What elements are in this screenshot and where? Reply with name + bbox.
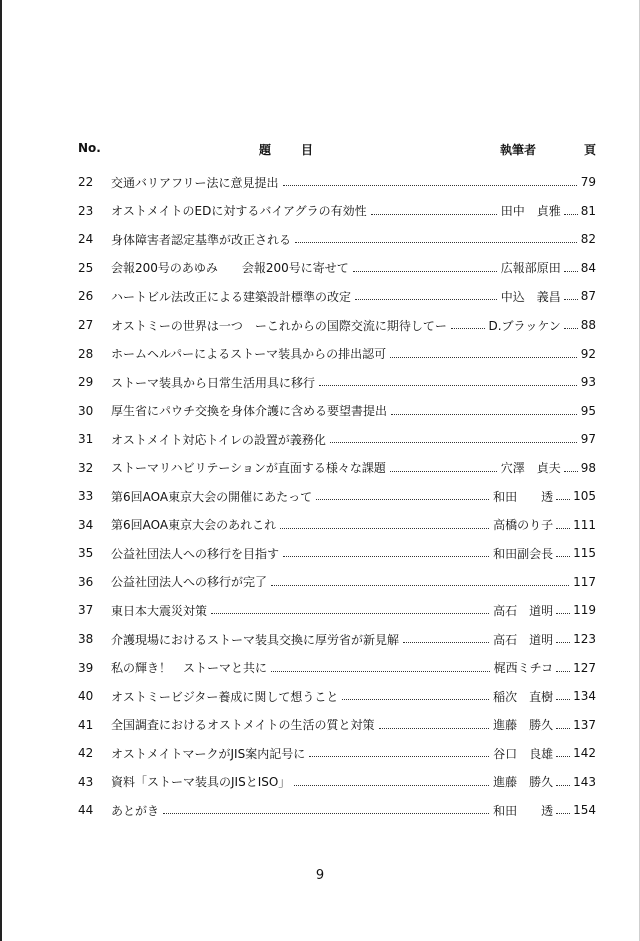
entry-page: 105 [573, 489, 596, 504]
toc-entry [78, 539, 596, 568]
entry-title: 全国調査におけるオストメイトの生活の質と対策 [111, 718, 375, 733]
entry-number: 32 [78, 460, 94, 475]
dot-leader [271, 670, 490, 672]
entry-page: 88 [580, 318, 596, 332]
entry-page: 119 [573, 603, 596, 618]
entry-page: 92 [580, 346, 596, 361]
dot-leader [451, 327, 485, 329]
entry-number: 27 [78, 318, 94, 332]
toc-entry [78, 796, 596, 825]
entry-number: 30 [78, 403, 94, 418]
toc-entry [78, 368, 596, 397]
entry-author: 高橋のり子 [493, 518, 554, 533]
entry-number: 22 [78, 175, 94, 190]
entry-title: ホームヘルパーによるストーマ装具からの排出認可 [111, 347, 387, 362]
entry-page: 143 [573, 774, 596, 789]
page-left-edge [0, 0, 2, 941]
dot-leader [556, 641, 570, 643]
dot-leader [556, 498, 570, 500]
entry-number: 44 [78, 803, 94, 818]
entry-page: 115 [573, 546, 596, 561]
header-no: No. [78, 141, 101, 155]
entry-number: 31 [78, 432, 94, 447]
dot-leader [556, 555, 570, 557]
dot-leader [556, 727, 570, 729]
entry-title: ストーマ装具から日常生活用具に移行 [111, 375, 316, 390]
entry-title: ストーマリハビリテーションが直面する様々な課題 [111, 461, 386, 476]
toc-entry [78, 568, 596, 597]
entry-title: あとがき [111, 803, 160, 818]
entry-page: 84 [580, 260, 596, 275]
toc-entry [78, 254, 596, 283]
entry-title: ハートビル法改正による建築設計標準の改定 [111, 289, 352, 304]
toc-entry [78, 453, 596, 482]
entry-page: 93 [580, 375, 596, 390]
dot-leader [379, 727, 490, 729]
dot-leader [342, 698, 489, 700]
entry-number: 37 [78, 603, 94, 618]
dot-leader [294, 784, 489, 786]
header-title: 題目 [259, 143, 344, 157]
entry-page: 123 [573, 632, 596, 647]
toc-entry [78, 511, 596, 540]
toc-entry [78, 197, 596, 226]
dot-leader [564, 470, 578, 472]
entry-title: 公益社団法人への移行を目指す [111, 546, 280, 561]
entry-title: 身体障害者認定基準が改正される [111, 232, 292, 247]
entry-author: 高石 道明 [493, 603, 554, 618]
entry-number: 23 [78, 203, 94, 218]
entry-number: 29 [78, 375, 94, 390]
dot-leader [295, 241, 577, 243]
entry-page: 134 [573, 689, 596, 704]
dot-leader [564, 270, 578, 272]
toc-entry [78, 710, 596, 739]
entry-page: 127 [573, 660, 596, 675]
entry-author: 進藤 勝久 [493, 718, 554, 733]
entry-title: 私の輝き！ ストーマと共に [111, 661, 268, 676]
entry-author: D.ブラッケン [488, 318, 561, 333]
entry-author: 中込 義昌 [500, 289, 561, 304]
entry-number: 38 [78, 632, 94, 647]
entry-number: 33 [78, 489, 94, 504]
entry-author: 梶西ミチコ [493, 661, 554, 676]
toc-entry [78, 653, 596, 682]
entry-page: 81 [580, 203, 596, 218]
dot-leader [564, 327, 578, 329]
dot-leader [316, 498, 489, 500]
toc-entry [78, 168, 596, 197]
dot-leader [556, 670, 570, 672]
entry-title: オストメイトマークがJIS案内記号に [111, 746, 306, 761]
dot-leader [355, 298, 497, 300]
dot-leader [564, 298, 578, 300]
entry-author: 穴澤 貞夫 [500, 461, 561, 476]
toc-entry [78, 739, 596, 768]
dot-leader [391, 413, 577, 415]
dot-leader [556, 527, 570, 529]
entry-number: 41 [78, 717, 94, 732]
entry-number: 43 [78, 774, 94, 789]
entry-number: 25 [78, 260, 94, 275]
toc-entry [78, 311, 596, 340]
entry-title: オストミービジター養成に関して想うこと [111, 689, 339, 704]
toc-list [78, 168, 596, 825]
toc-entry [78, 625, 596, 654]
dot-leader [556, 698, 570, 700]
entry-page: 117 [573, 574, 596, 589]
toc-entry [78, 682, 596, 711]
toc-entry [78, 425, 596, 454]
dot-leader [280, 527, 489, 529]
toc-entry [78, 482, 596, 511]
entry-page: 111 [573, 517, 596, 532]
dot-leader [390, 356, 577, 358]
entry-number: 40 [78, 689, 94, 704]
entry-page: 87 [580, 289, 596, 304]
table-of-contents [78, 137, 596, 825]
dot-leader [309, 755, 489, 757]
entry-page: 98 [580, 460, 596, 475]
entry-page: 137 [573, 717, 596, 732]
dot-leader [271, 584, 569, 586]
entry-number: 39 [78, 660, 94, 675]
entry-author: 進藤 勝久 [493, 775, 554, 790]
dot-leader [564, 213, 578, 215]
toc-entry [78, 282, 596, 311]
dot-leader [319, 384, 577, 386]
entry-number: 36 [78, 574, 94, 589]
dot-leader [556, 784, 570, 786]
entry-title: 第6回AOA東京大会の開催にあたって [111, 489, 313, 504]
entry-title: 厚生省にパウチ交換を身体介護に含める要望書提出 [111, 404, 388, 419]
dot-leader [330, 441, 577, 443]
dot-leader [403, 641, 489, 643]
dot-leader [556, 755, 570, 757]
dot-leader [556, 612, 570, 614]
entry-author: 高石 道明 [493, 632, 554, 647]
dot-leader [211, 612, 489, 614]
dot-leader [390, 470, 497, 472]
toc-entry [78, 596, 596, 625]
entry-author: 広報部原田 [500, 261, 561, 276]
dot-leader [163, 812, 489, 814]
entry-page: 82 [580, 232, 596, 247]
entry-number: 24 [78, 232, 94, 247]
header-page: 頁 [583, 143, 596, 157]
dot-leader [283, 184, 577, 186]
entry-number: 34 [78, 517, 94, 532]
dot-leader [556, 812, 570, 814]
entry-author: 稲次 直樹 [493, 689, 554, 704]
entry-title: 公益社団法人への移行が完了 [111, 575, 268, 590]
entry-author: 田中 貞雅 [500, 204, 561, 219]
entry-page: 79 [580, 175, 596, 190]
entry-title: 資料「ストーマ装具のJISとISO」 [111, 775, 291, 790]
entry-title: 会報200号のあゆみ 会報200号に寄せて [111, 261, 349, 276]
entry-title: 第6回AOA東京大会のあれこれ [111, 518, 277, 533]
dot-leader [283, 555, 489, 557]
entry-page: 95 [580, 403, 596, 418]
page-number: 9 [315, 868, 325, 883]
toc-header [78, 137, 596, 159]
header-author: 執筆者 [500, 143, 537, 157]
toc-entry [78, 396, 596, 425]
entry-author: 谷口 良雄 [493, 746, 554, 761]
entry-author: 和田副会長 [493, 546, 554, 561]
toc-entry [78, 767, 596, 796]
entry-number: 35 [78, 546, 94, 561]
entry-page: 154 [573, 803, 596, 818]
entry-page: 142 [573, 746, 596, 761]
entry-author: 和田 透 [493, 803, 554, 818]
entry-page: 97 [580, 432, 596, 447]
entry-title: オストミーの世界は一つ ーこれからの国際交流に期待してー [111, 318, 447, 333]
entry-number: 28 [78, 346, 94, 361]
entry-number: 26 [78, 289, 94, 304]
toc-entry [78, 339, 596, 368]
entry-title: 東日本大震災対策 [111, 603, 208, 618]
entry-title: オストメイトのEDに対するバイアグラの有効性 [111, 204, 367, 219]
entry-title: 介護現場におけるストーマ装具交換に厚労省が新見解 [111, 632, 400, 647]
entry-title: 交通バリアフリー法に意見提出 [111, 175, 279, 190]
entry-author: 和田 透 [493, 489, 554, 504]
entry-number: 42 [78, 746, 94, 761]
entry-title: オストメイト対応トイレの設置が義務化 [111, 432, 326, 447]
toc-entry [78, 225, 596, 254]
dot-leader [371, 213, 497, 215]
dot-leader [353, 270, 497, 272]
